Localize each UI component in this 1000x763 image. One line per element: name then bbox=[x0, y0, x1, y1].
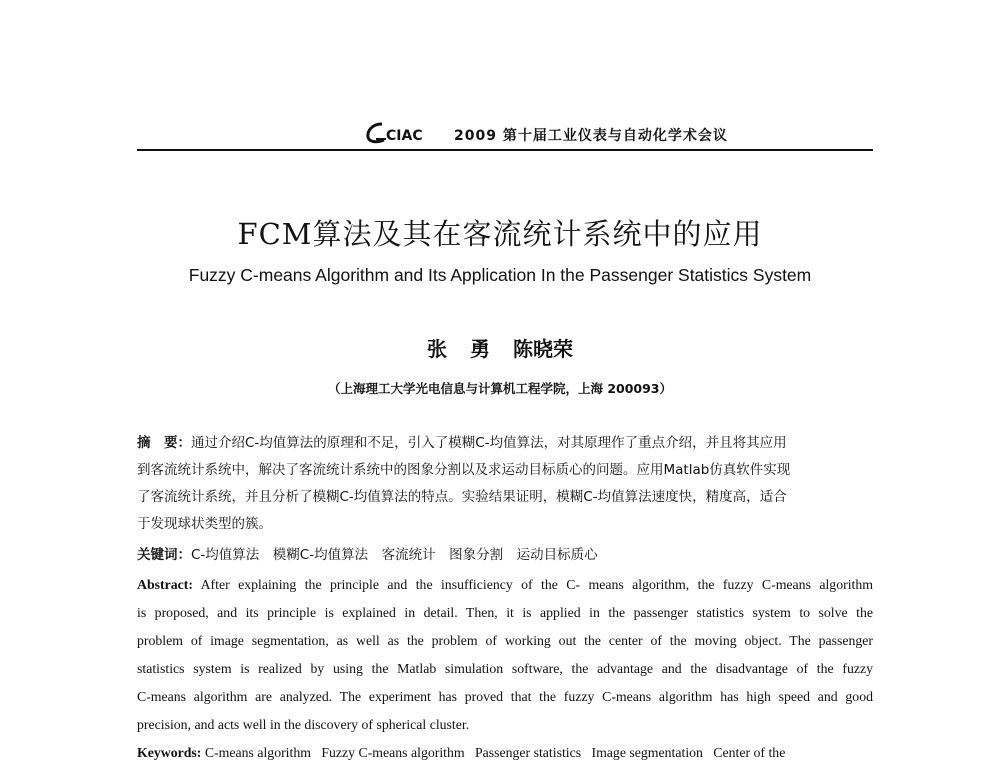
keywords-en bbox=[137, 743, 873, 763]
abstract-en-line: Abstract: After explaining the principle and the insufficiency of the C- means algorithm, the fuzzy C-means algorithm bbox=[137, 577, 873, 592]
header-divider bbox=[137, 149, 873, 151]
keywords-cn-label: 关键词： bbox=[137, 547, 191, 563]
abstract-en-line: statistics system is realized by using the Matlab simulation software, the advantage and the disadvantage of the fuzzy bbox=[137, 661, 873, 676]
abstract-cn-line: 摘 要：通过介绍C-均值算法的原理和不足，引入了模糊C-均值算法，对其原理作了重点介绍，并且将其应用 bbox=[137, 435, 787, 451]
logo-text: CIAC bbox=[386, 128, 423, 144]
keywords-cn-text: C-均值算法 模糊C-均值算法 客流统计 图象分割 运动目标质心 bbox=[191, 547, 598, 563]
abstract-cn-line: 了客流统计系统，并且分析了模糊C-均值算法的特点。实验结果证明，模糊C-均值算法速度快，精度高，适合 bbox=[137, 489, 787, 505]
author-names: 张 勇 陈晓荣 bbox=[427, 337, 573, 361]
abstract-en-label: Abstract: bbox=[137, 577, 193, 592]
abstract-en-line: precision, and acts well in the discovery of spherical cluster. bbox=[137, 717, 470, 732]
paper-title-en: Fuzzy C-means Algorithm and Its Application In the Passenger Statistics System bbox=[188, 265, 812, 285]
abstract-en-line: C-means algorithm are analyzed. The experiment has proved that the fuzzy C-means algorithm has high speed and good bbox=[137, 689, 873, 704]
abstract-cn-label: 摘 要： bbox=[137, 435, 191, 451]
author-affiliation: （上海理工大学光电信息与计算机工程学院，上海 200093） bbox=[327, 381, 673, 396]
abstract-cn-line: 到客流统计系统中，解决了客流统计系统中的图象分割以及求运动目标质心的问题。应用Matlab仿真软件实现 bbox=[137, 462, 791, 478]
abstract-en-line: is proposed, and its principle is explained in detail. Then, it is applied in the passenger statistics system to solve the bbox=[137, 605, 873, 620]
conference-name: 2009 第十届工业仪表与自动化学术会议 bbox=[454, 128, 728, 144]
abstract-cn-line: 于发现球状类型的簇。 bbox=[137, 516, 272, 532]
conference-logo bbox=[364, 121, 450, 149]
keywords-cn bbox=[137, 545, 873, 565]
keywords-en-label: Keywords: bbox=[137, 745, 202, 760]
paper-title-cn: FCM算法及其在客流统计系统中的应用 bbox=[237, 217, 763, 251]
keywords-en-text: C-means algorithm Fuzzy C-means algorithm Passenger statistics Image segmentation Center of the bbox=[204, 745, 786, 760]
abstract-en-line: problem of image segmentation, as well as the problem of working out the center of the moving object. The passenger bbox=[137, 633, 873, 648]
